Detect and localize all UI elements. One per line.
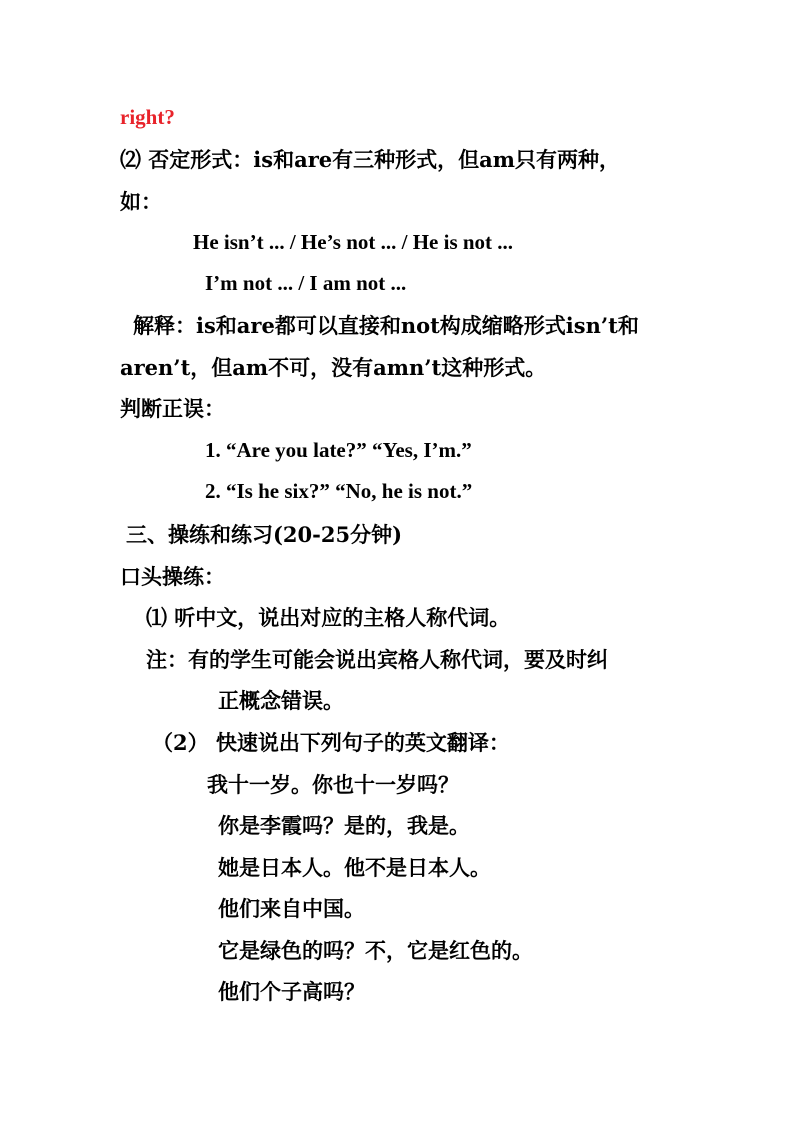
negative-form-heading: ⑵ 否定形式：is和are有三种形式，但am只有两种， bbox=[120, 147, 620, 172]
sentence-1: 我十一岁。你也十一岁吗？ bbox=[207, 772, 459, 797]
note-line-2: 正概念错误。 bbox=[218, 688, 344, 713]
sentence-3: 她是日本人。他不是日本人。 bbox=[218, 855, 491, 880]
continued-text-right: right? bbox=[120, 105, 175, 129]
note-line-1: 注：有的学生可能会说出宾格人称代词，要及时纠 bbox=[146, 647, 608, 672]
drill-item-1: ⑴ 听中文，说出对应的主格人称代词。 bbox=[146, 605, 511, 630]
true-false-heading: 判断正误： bbox=[120, 396, 225, 421]
sentence-5: 它是绿色的吗？不，它是红色的。 bbox=[218, 938, 533, 963]
explanation-line-1: 解释：is和are都可以直接和not构成缩略形式isn’t和 bbox=[133, 313, 639, 338]
exercise-item-2: 2. “Is he six?” “No, he is not.” bbox=[205, 479, 473, 503]
section-three-heading: 三、操练和练习(20-25分钟) bbox=[126, 522, 403, 547]
sentence-2: 你是李霞吗？是的，我是。 bbox=[218, 813, 470, 838]
drill-item-2: （2） 快速说出下列句子的英文翻译： bbox=[152, 730, 510, 755]
example-i-negative: I’m not ... / I am not ... bbox=[205, 271, 407, 295]
explanation-line-2: aren’t，但am不可，没有amn’t这种形式。 bbox=[120, 355, 547, 380]
exercise-item-1: 1. “Are you late?” “Yes, I’m.” bbox=[205, 438, 472, 462]
oral-drill-heading: 口头操练： bbox=[120, 564, 225, 589]
example-intro: 如： bbox=[120, 189, 162, 214]
sentence-6: 他们个子高吗？ bbox=[218, 979, 365, 1004]
example-he-negative: He isn’t ... / He’s not ... / He is not ... bbox=[193, 230, 514, 254]
sentence-4: 他们来自中国。 bbox=[218, 896, 365, 921]
